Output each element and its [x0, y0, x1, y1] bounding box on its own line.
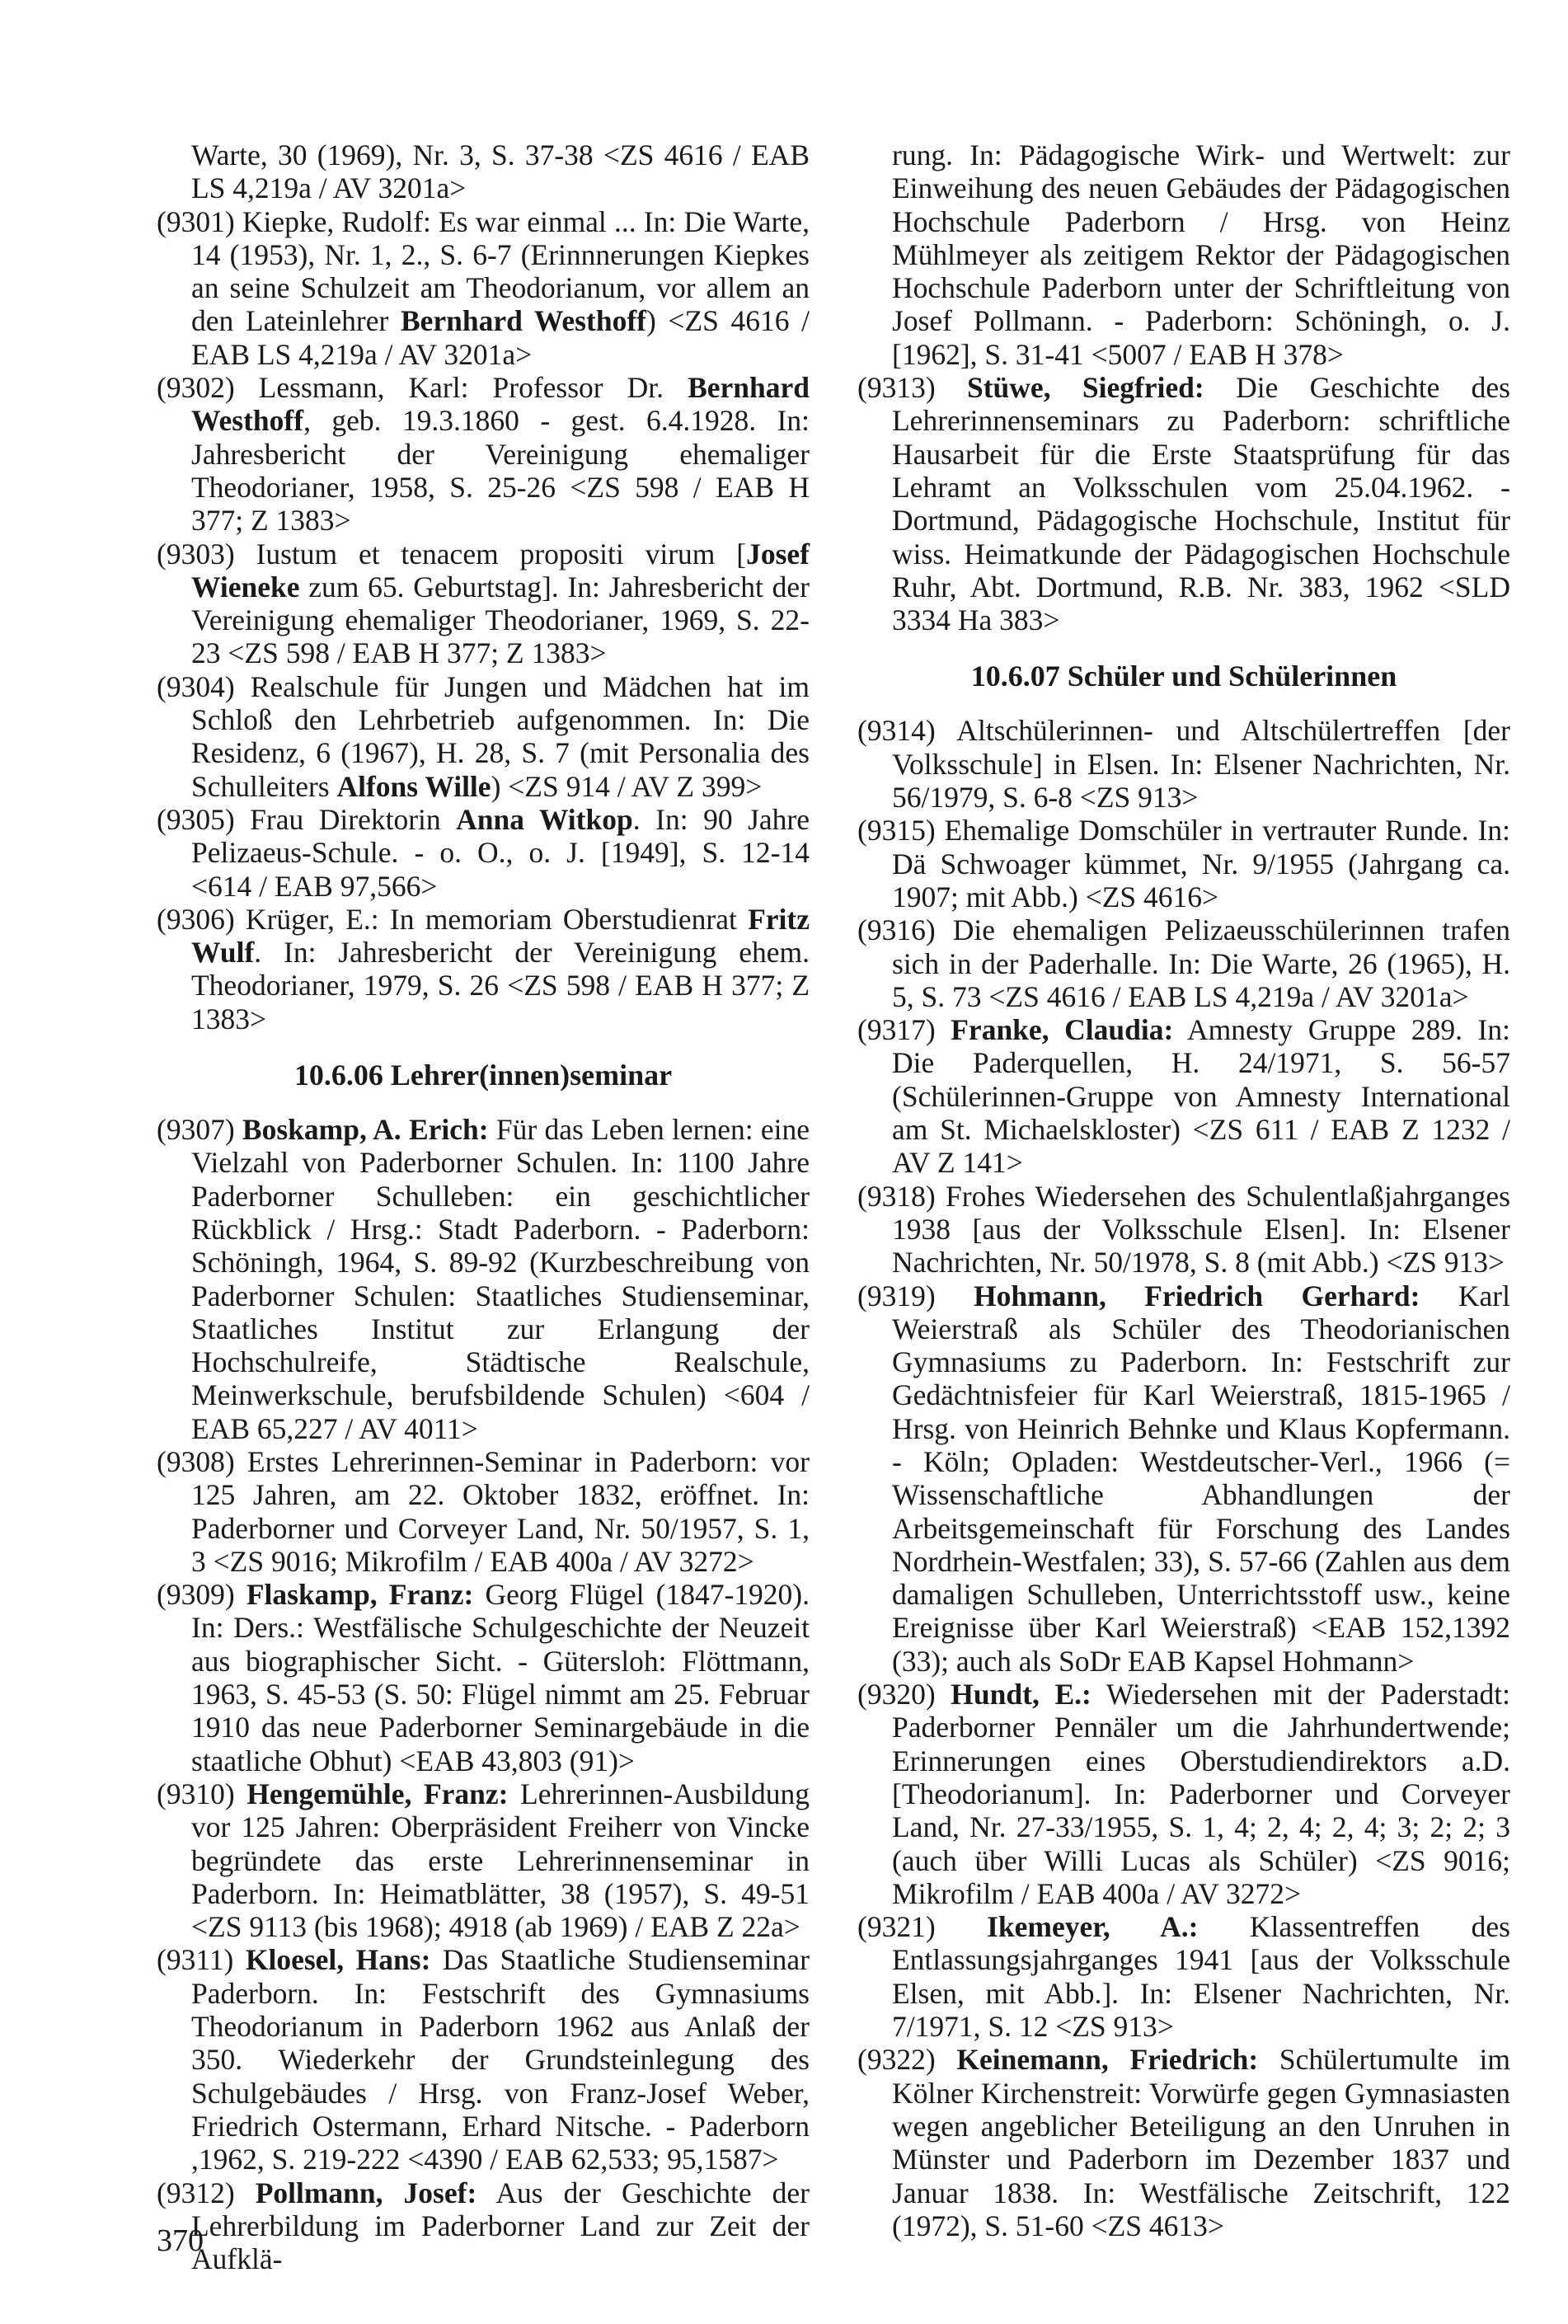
- entry-text: (9315) Ehemalige Domschüler in vertrauter Runde. In: Dä Schwoager kümmet, Nr. 9/1955 (Jahrgang ca. 1907; mit Abb.) <ZS 4616>: [857, 814, 1510, 913]
- entry-text: (9316) Die ehemaligen Pelizaeusschülerinnen trafen sich in der Paderhalle. In: Die Warte, 26 (1965), H. 5, S. 73 <ZS 4616 / EAB LS 4,219a / AV 3201a>: [857, 913, 1510, 1013]
- entry-text: (9321): [857, 1910, 988, 1944]
- bibliography-entry: [157, 1777, 810, 1943]
- entry-text: (9317): [857, 1013, 951, 1047]
- bibliography-entry: [157, 903, 810, 1035]
- entry-text: Schülertumulte im Kölner Kirchenstreit: Vorwürfe gegen Gymnasiasten wegen angeblicher Beteiligung an den Unruhen in Münster und Paderborn im Dezember 1837 und Januar 1838. In: Westfälische Zeitschrift, 122 (1972), S. 51-60 <ZS 4613>: [892, 2043, 1510, 2242]
- entry-author-bold: Hohmann, Friedrich Gerhard:: [974, 1279, 1420, 1312]
- entry-author-bold: Josef Wieneke: [191, 537, 810, 603]
- bibliography-entry: [857, 1910, 1510, 2043]
- entry-text: Klassentreffen des Entlassungsjahrganges 1941 [aus der Volksschule Elsen, mit Abb.]. In: Elsener Nachrichten, Nr. 7/1971, S. 12 <ZS 913>: [892, 1910, 1510, 2044]
- bibliography-entry-continued: [857, 139, 1510, 371]
- entry-text: (9310): [157, 1777, 247, 1810]
- entry-author-bold: Stüwe, Siegfried:: [966, 371, 1204, 405]
- entry-text: (9314) Altschülerinnen- und Altschülertreffen [der Volksschule] in Elsen. In: Elsener Nachrichten, Nr. 56/1979, S. 6-8 <ZS 913>: [857, 714, 1510, 815]
- entry-text: Lehrerinnen-Ausbildung vor 125 Jahren: Oberpräsident Freiherr von Vincke begründete das erste Lehrerinnenseminar in Paderborn. In: Heimatblätter, 38 (1957), S. 49-51 <ZS 9113 (bis 1968); 4918 (ab 1969) / EAB Z 22a>: [191, 1777, 810, 1944]
- page-number: 370: [157, 2223, 204, 2258]
- entry-author-bold: Bernhard Westhoff: [400, 304, 646, 338]
- entry-text: (9319): [857, 1279, 974, 1312]
- bibliography-entry: [157, 670, 810, 803]
- entry-text: (9302) Lessmann, Karl: Professor Dr.: [157, 371, 688, 405]
- entry-author-bold: Bernhard Westhoff: [191, 371, 810, 438]
- right-column: [857, 139, 1510, 2242]
- bibliography-entry: [157, 2176, 810, 2276]
- entry-text: Das Staatliche Studienseminar Paderborn. In: Festschrift des Gymnasiums Theodorianum in Paderborn 1962 aus Anlaß der 350. Wiederkehr der Grundsteinlegung des Schulgebäudes / Hrsg. von Franz-Josef Weber, Friedrich Ostermann, Erhard Nitsche. - Paderborn ,1962, S. 219-222 <4390 / EAB 62,533; 95,1587>: [191, 1943, 810, 2176]
- entry-author-bold: Anna Witkop: [456, 802, 633, 836]
- bibliography-entry: [857, 1279, 1510, 1678]
- entry-author-bold: Alfons Wille: [336, 769, 491, 803]
- bibliography-entry: [157, 803, 810, 903]
- entry-text: Georg Flügel (1847-1920). In: Ders.: Westfälische Schulgeschichte der Neuzeit aus biographischer Sicht. - Gütersloh: Flöttmann, 1963, S. 45-53 (S. 50: Flügel nimmt am 25. Februar 1910 das neue Paderborner Seminargebäude in die staatliche Obhut) <EAB 43,803 (91)>: [191, 1578, 810, 1777]
- bibliography-entry: [857, 1013, 1510, 1179]
- entry-text: Aus der Geschichte der Lehrerbildung im Paderborner Land zur Zeit der Aufklä-: [191, 2176, 810, 2276]
- entry-text: rung. In: Pädagogische Wirk- und Wertwelt: zur Einweihung des neuen Gebäudes der Pädagogischen Hochschule Paderborn / Hrsg. von Heinz Mühlmeyer als zeitigem Rektor der Pädagogischen Hochschule Paderborn unter der Schriftleitung von Josef Pollmann. - Paderborn: Schöningh, o. J. [1962], S. 31-41 <5007 / EAB H 378>: [892, 139, 1510, 371]
- entry-text: (9301) Kiepke, Rudolf: Es war einmal ... In: Die Warte, 14 (1953), Nr. 1, 2., S. 6-7 (Erinnnerungen Kiepkes an seine Schulzeit am Theodorianum, vor allem an den Lateinlehrer: [157, 204, 810, 338]
- bibliography-entry: [157, 205, 810, 371]
- entry-text: Warte, 30 (1969), Nr. 3, S. 37-38 <ZS 4616 / EAB LS 4,219a / AV 3201a>: [191, 139, 810, 205]
- entry-text: (9320): [857, 1678, 951, 1711]
- bibliography-entry: [857, 1678, 1510, 1910]
- section-heading: 10.6.06 Lehrer(innen)seminar: [293, 1059, 673, 1092]
- entry-text: (9312): [157, 2176, 256, 2209]
- entry-text: Für das Leben lernen: eine Vielzahl von Paderborner Schulen. In: 1100 Jahre Paderborner Schulleben: ein geschichtlicher Rückblick / Hrsg.: Stadt Paderborn. - Paderborn: Schöningh, 1964, S. 89-92 (Kurzbeschreibung von Paderborner Schulen: Staatliches Studienseminar, Staatliches Institut zur Erlangung der Hochschulreife, Städtische Realschule, Meinwerkschule, berufsbildende Schulen) <604 / EAB 65,227 / AV 4011>: [191, 1113, 810, 1445]
- entry-text: (9322): [857, 2043, 957, 2077]
- entry-author-bold: Ikemeyer, A.:: [987, 1910, 1199, 1944]
- entry-text: (9304) Realschule für Jungen und Mädchen hat im Schloß den Lehrbetrieb aufgenommen. In: Die Residenz, 6 (1967), H. 28, S. 7 (mit Personalia des Schulleiters: [157, 669, 810, 803]
- entry-text: (9303) Iustum et tenacem propositi virum [: [157, 537, 747, 570]
- entry-text: . In: Jahresbericht der Vereinigung ehem. Theodorianer, 1979, S. 26 <ZS 598 / EAB H 377; Z 1383>: [191, 936, 810, 1035]
- bibliography-entry: [157, 371, 810, 537]
- entry-text: zum 65. Geburtstag]. In: Jahresbericht der Vereinigung ehemaliger Theodorianer, 1969, S. 22-23 <ZS 598 / EAB H 377; Z 1383>: [191, 570, 810, 670]
- entry-author-bold: Franke, Claudia:: [951, 1013, 1174, 1047]
- bibliography-entry: [157, 1578, 810, 1777]
- entry-text: Amnesty Gruppe 289. In: Die Paderquellen, H. 24/1971, S. 56-57 (Schülerinnen-Gruppe von Amnesty International am St. Michaelskloster) <ZS 611 / EAB Z 1232 / AV Z 141>: [892, 1013, 1510, 1180]
- entry-author-bold: Hundt, E.:: [951, 1678, 1091, 1711]
- entry-text: (9307): [157, 1113, 242, 1147]
- entry-author-bold: Hengemühle, Franz:: [246, 1777, 509, 1810]
- entry-author-bold: Boskamp, A. Erich:: [242, 1113, 489, 1147]
- entry-text: ) <ZS 914 / AV Z 399>: [491, 769, 763, 803]
- entry-text: (9311): [157, 1943, 246, 1977]
- section-heading: 10.6.07 Schüler und Schülerinnen: [970, 660, 1397, 693]
- bibliography-entry: [157, 1943, 810, 2176]
- entry-text: . In: 90 Jahre Pelizaeus-Schule. - o. O., o. J. [1949], S. 12-14 <614 / EAB 97,566>: [191, 802, 810, 903]
- bibliography-entry: [857, 714, 1510, 814]
- bibliography-entry: [857, 371, 1510, 636]
- entry-text: (9305) Frau Direktorin: [157, 802, 457, 836]
- entry-text: (9313): [857, 371, 967, 405]
- bibliography-entry: [857, 2043, 1510, 2242]
- bibliography-entry: [857, 913, 1510, 1013]
- bibliography-entry: [857, 1180, 1510, 1279]
- entry-author-bold: Pollmann, Josef:: [255, 2176, 477, 2209]
- entry-author-bold: Fritz Wulf: [191, 902, 810, 970]
- entry-text: (9308) Erstes Lehrerinnen-Seminar in Paderborn: vor 125 Jahren, am 22. Oktober 1832, eröffnet. In: Paderborner und Corveyer Land, Nr. 50/1957, S. 1, 3 <ZS 9016; Mikrofilm / EAB 400a / AV 3272>: [157, 1444, 810, 1578]
- entry-text: (9318) Frohes Wiedersehen des Schulentlaßjahrganges 1938 [aus der Volksschule Elsen]. In: Elsener Nachrichten, Nr. 50/1978, S. 8 (mit Abb.) <ZS 913>: [857, 1179, 1510, 1279]
- entry-text: Die Geschichte des Lehrerinnenseminars zu Paderborn: schriftliche Hausarbeit für die Erste Staatsprüfung für das Lehramt an Volksschulen vom 25.04.1962. - Dortmund, Pädagogische Hochschule, Institut für wiss. Heimatkunde der Pädagogischen Hochschule Ruhr, Abt. Dortmund, R.B. Nr. 383, 1962 <SLD 3334 Ha 383>: [892, 371, 1510, 637]
- bibliography-entry-continued: [157, 139, 810, 205]
- bibliography-entry: [157, 1113, 810, 1445]
- entry-author-bold: Flaskamp, Franz:: [246, 1578, 474, 1612]
- left-column: [157, 139, 810, 2275]
- bibliography-entry: [157, 538, 810, 670]
- entry-author-bold: Keinemann, Friedrich:: [956, 2043, 1259, 2077]
- entry-author-bold: Kloesel, Hans:: [245, 1943, 431, 1977]
- entry-text: Wiedersehen mit der Paderstadt: Paderborner Pennäler um die Jahrhundertwende; Erinnerungen eines Oberstudiendirektors a.D. [Theodorianum]. In: Paderborner und Corveyer Land, Nr. 27-33/1955, S. 1, 4; 2, 4; 2, 4; 3; 2; 2; 3 (auch über Willi Lucas als Schüler) <ZS 9016; Mikrofilm / EAB 400a / AV 3272>: [892, 1678, 1510, 1910]
- entry-text: Karl Weierstraß als Schüler des Theodorianischen Gymnasiums zu Paderborn. In: Festschrift zur Gedächtnisfeier für Karl Weierstraß, 1815-1965 / Hrsg. von Heinrich Behnke und Klaus Kopfermann. - Köln; Opladen: Westdeutscher-Verl., 1966 (= Wissenschaftliche Abhandlungen der Arbeitsgemeinschaft für Forschung des Landes Nordrhein-Westfalen; 33), S. 57-66 (Zahlen aus dem damaligen Schulleben, Unterrichtsstoff usw., keine Ereignisse über Karl Weierstraß) <EAB 152,1392 (33); auch als SoDr EAB Kapsel Hohmann>: [892, 1279, 1510, 1678]
- bibliography-entry: [857, 814, 1510, 913]
- entry-text: (9309): [157, 1578, 246, 1612]
- entry-text: , geb. 19.3.1860 - gest. 6.4.1928. In: Jahresbericht der Vereinigung ehemaliger Theodorianer, 1958, S. 25-26 <ZS 598 / EAB H 377; Z 1383>: [191, 404, 810, 538]
- bibliography-entry: [157, 1445, 810, 1578]
- entry-text: ) <ZS 4616 / EAB LS 4,219a / AV 3201a>: [191, 304, 810, 371]
- entry-text: (9306) Krüger, E.: In memoriam Oberstudienrat: [157, 902, 749, 936]
